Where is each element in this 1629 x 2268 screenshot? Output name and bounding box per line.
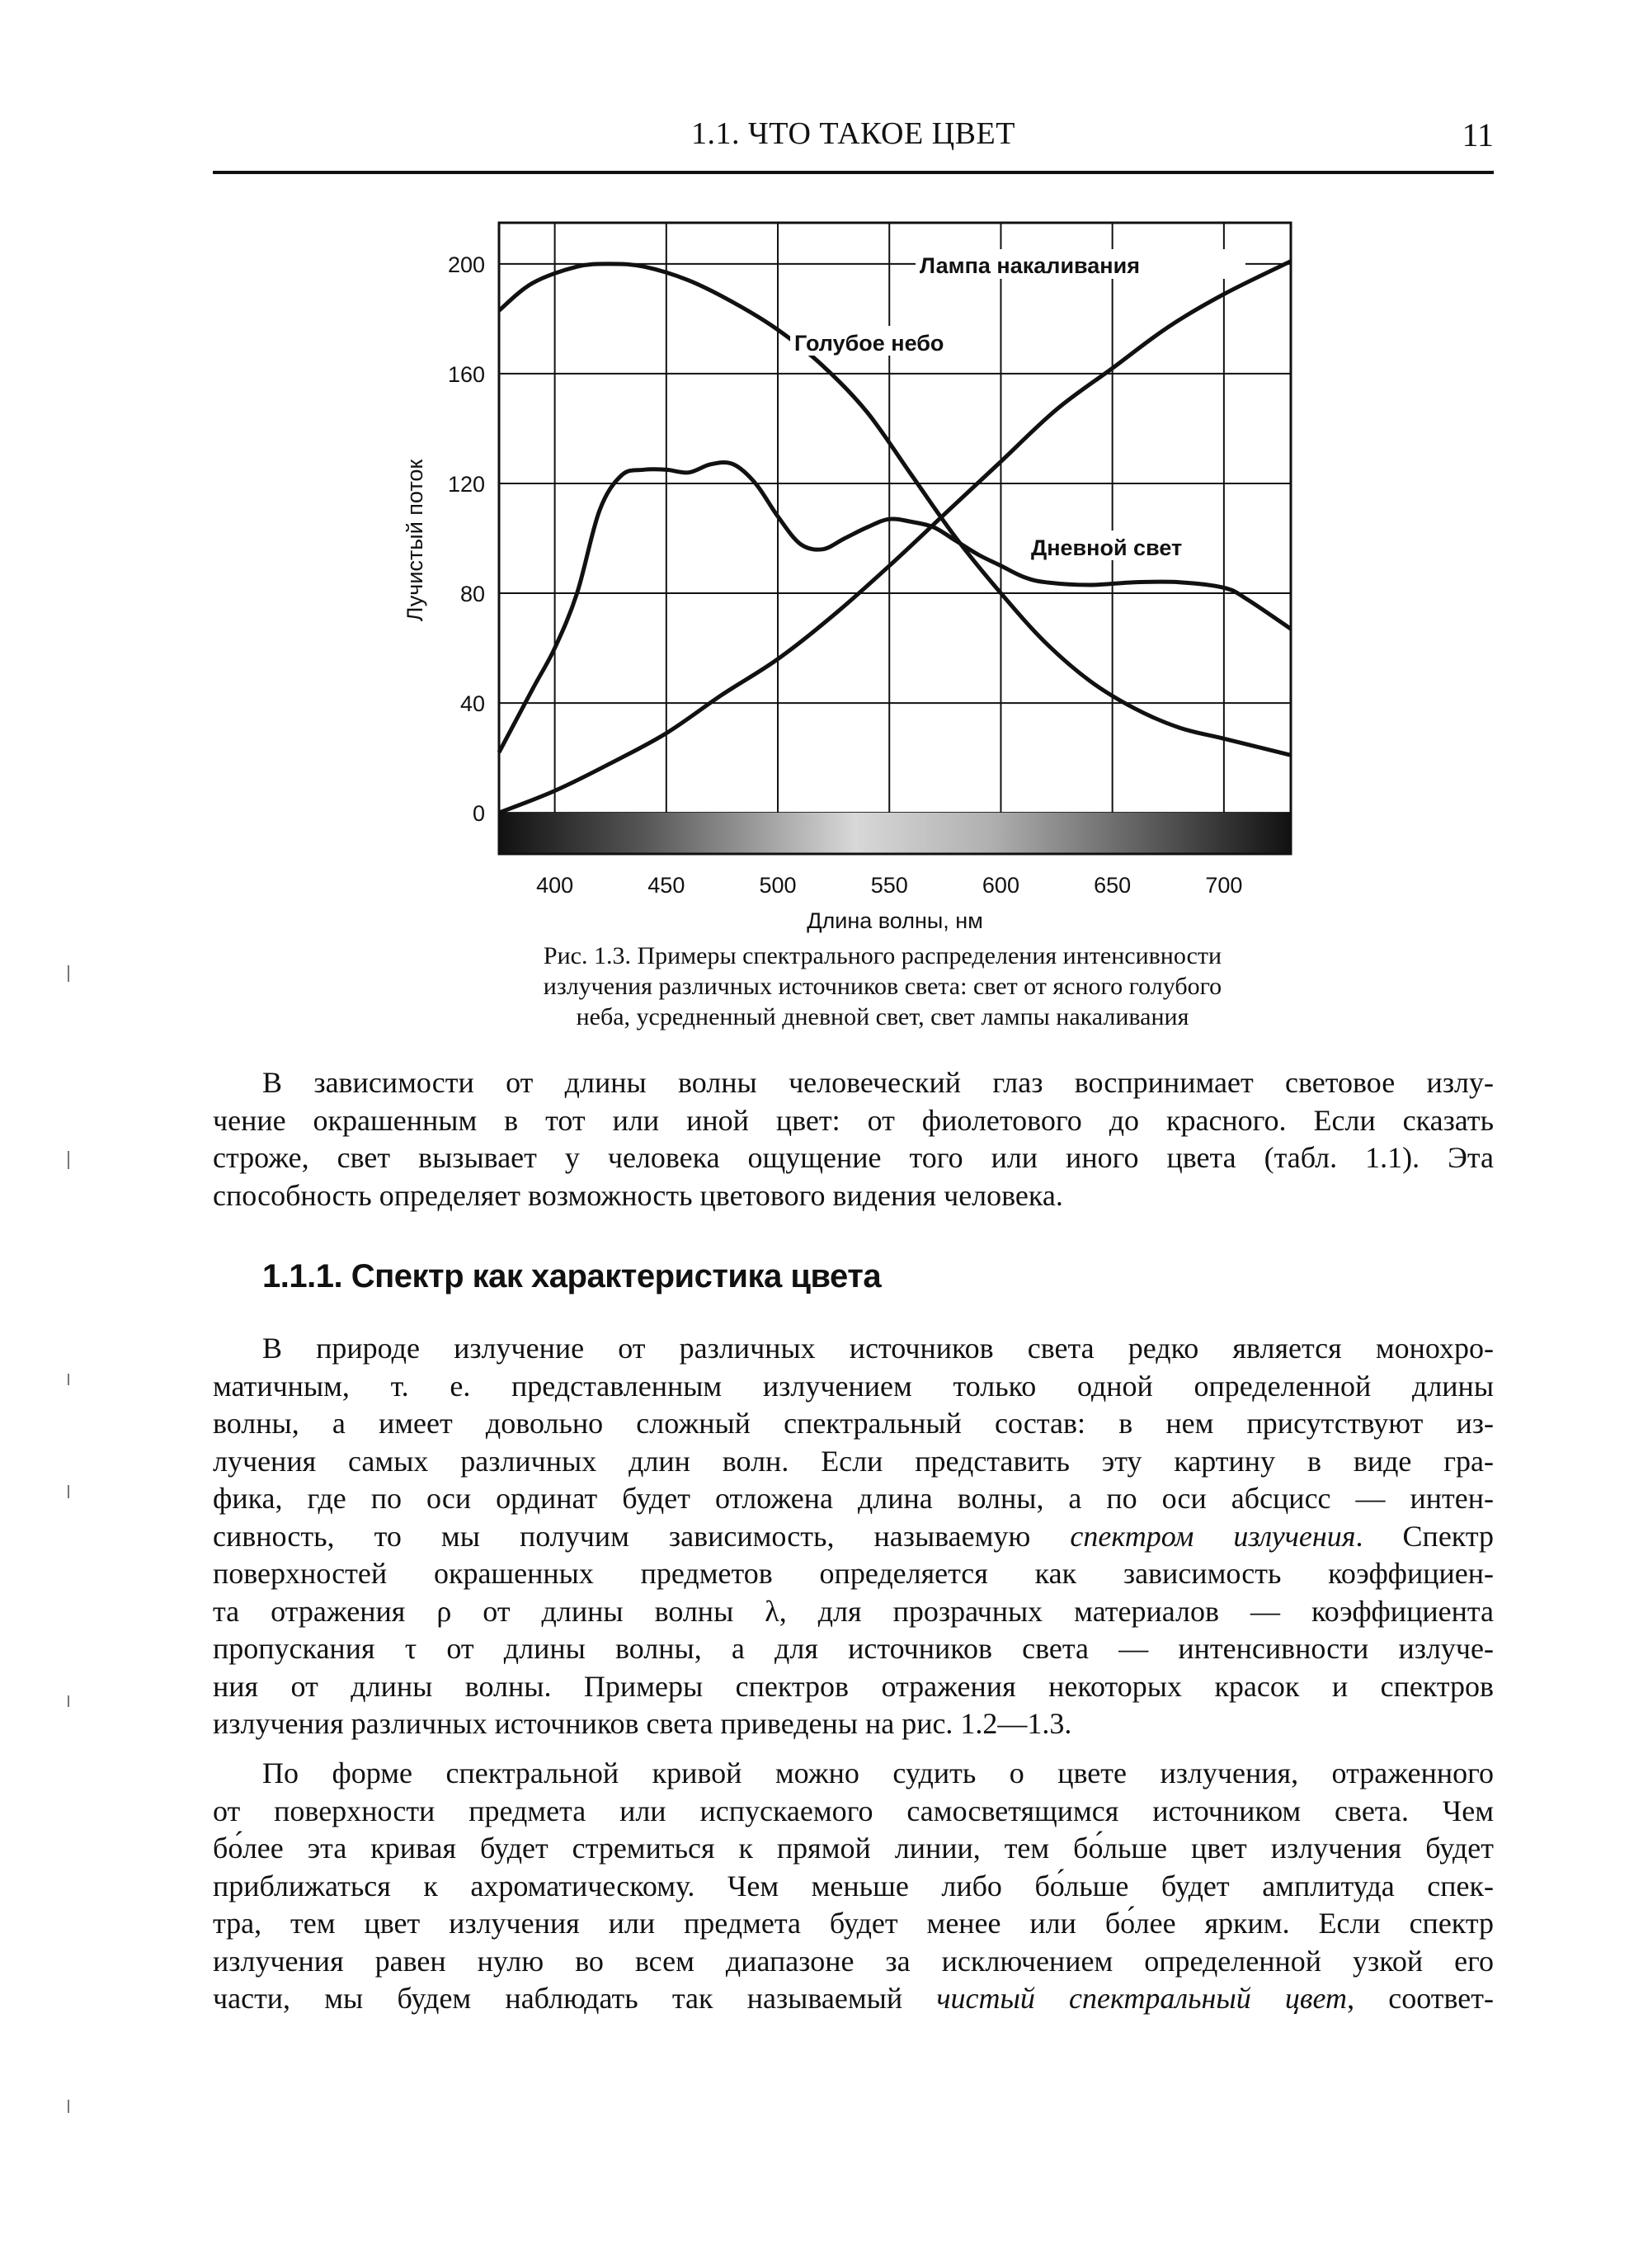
text-line: от поверхности предмета или испускаемого самосветящимся источником света. Чем — [213, 1794, 1494, 1827]
x-tick-label: 550 — [870, 873, 908, 898]
text-line: способность определяет возможность цветового видения человека. — [213, 1178, 1063, 1212]
text-line: строже, свет вызывает у человека ощущение того или иного цвета (табл. 1.1). Эта — [213, 1141, 1494, 1174]
running-title: 1.1. ЧТО ТАКОЕ ЦВЕТ — [691, 116, 1015, 151]
text-line: лучения самых различных длин волн. Если представить эту картину в виде гра- — [213, 1444, 1494, 1478]
caption-line: излучения различных источников света: свет от ясного голубого — [543, 973, 1222, 1000]
text-line: фика, где по оси ординат будет отложена длина волны, а по оси абсцисс — интен- — [213, 1482, 1494, 1515]
text-line: приближаться к ахроматическому. Чем меньше либо бо́льше будет амплитуда спек- — [213, 1869, 1494, 1903]
header-rule — [213, 171, 1494, 174]
paragraph-1 — [213, 1064, 1494, 1214]
paragraph-2 — [213, 1330, 1494, 1743]
text-run: сивность, то мы получим зависимость, называемую — [213, 1519, 1071, 1553]
text-line: излучения равен нулю во всем диапазоне за исключением определенной узкой его — [213, 1944, 1494, 1978]
x-tick-label: 400 — [536, 873, 574, 898]
scan-mark — [68, 1151, 69, 1169]
x-tick-label: 650 — [1094, 873, 1132, 898]
section-heading: 1.1.1. Спектр как характеристика цвета — [262, 1258, 882, 1294]
text-run: части, мы будем наблюдать так называемый — [213, 1982, 937, 2015]
term-emphasis: чистый спектральный цвет — [936, 1982, 1348, 2015]
y-tick-label: 120 — [447, 471, 485, 497]
y-tick-label: 160 — [447, 361, 485, 387]
text-line: тра, тем цвет излучения или предмета будет менее или бо́лее ярким. Если спектр — [213, 1907, 1494, 1940]
scan-mark — [68, 2100, 69, 2113]
spectrum-band — [499, 813, 1291, 854]
text-line — [213, 1980, 1494, 2018]
text-line: чение окрашенным в тот или иной цвет: от фиолетового до красного. Если сказать — [213, 1103, 1494, 1137]
paragraph-3 — [213, 1755, 1494, 2018]
figure-caption — [346, 941, 1419, 1032]
scan-mark — [68, 1695, 69, 1707]
y-tick-label: 0 — [472, 801, 485, 827]
figure-1-3 — [388, 210, 1320, 945]
label-incandescent: Лампа накаливания — [920, 253, 1140, 278]
text-line: ния от длины волны. Примеры спектров отражения некоторых красок и спектров — [213, 1669, 1494, 1703]
text-line: волны, а имеет довольно сложный спектральный состав: в нем присутствуют из- — [213, 1407, 1494, 1440]
scan-mark — [68, 965, 69, 982]
caption-line: Рис. 1.3. Примеры спектрального распределения интенсивности — [543, 942, 1222, 969]
scan-mark — [68, 1374, 69, 1385]
daylight-curve — [499, 463, 1291, 752]
text-line: пропускания τ от длины волны, а для источников света — интенсивности излуче- — [213, 1632, 1494, 1665]
caption-line: неба, усредненный дневной свет, свет лампы накаливания — [576, 1003, 1189, 1030]
x-tick-label: 450 — [647, 873, 685, 898]
x-axis-label: Длина волны, нм — [807, 908, 983, 933]
spectrum-chart — [388, 210, 1320, 945]
y-tick-label: 40 — [459, 691, 485, 717]
text-line: бо́лее эта кривая будет стремиться к прямой линии, тем бо́льше цвет излучения будет — [213, 1832, 1494, 1865]
y-axis-label: Лучистый поток — [403, 459, 427, 622]
text-line: излучения различных источников света приведены на рис. 1.2—1.3. — [213, 1707, 1072, 1740]
x-tick-label: 700 — [1205, 873, 1243, 898]
text-run: , соответ- — [1347, 1982, 1495, 2015]
label-blue-sky: Голубое небо — [794, 331, 944, 356]
page-number: 11 — [1462, 116, 1494, 153]
text-line: поверхностей окрашенных предметов определяется как зависимость коэффициен- — [213, 1557, 1494, 1590]
y-tick-label: 200 — [447, 252, 485, 277]
x-tick-label: 600 — [982, 873, 1019, 898]
page-header — [213, 116, 1494, 173]
text-line: По форме спектральной кривой можно судить о цвете излучения, отраженного — [262, 1756, 1494, 1789]
y-tick-label: 80 — [459, 582, 485, 607]
text-line: матичным, т. е. представленным излучением только одной определенной длины — [213, 1369, 1494, 1403]
x-tick-label: 500 — [759, 873, 797, 898]
text-line: В зависимости от длины волны человеческий глаз воспринимает световое излу- — [262, 1066, 1494, 1099]
text-line: В природе излучение от различных источников света редко является монохро- — [262, 1332, 1494, 1365]
text-line — [213, 1518, 1494, 1556]
scan-mark — [68, 1485, 69, 1498]
term-emphasis: спектром излучения — [1070, 1519, 1356, 1553]
text-line: та отражения ρ от длины волны λ, для прозрачных материалов — коэффициента — [213, 1594, 1494, 1628]
label-daylight: Дневной свет — [1031, 535, 1183, 560]
text-run: . Спектр — [1355, 1519, 1494, 1553]
